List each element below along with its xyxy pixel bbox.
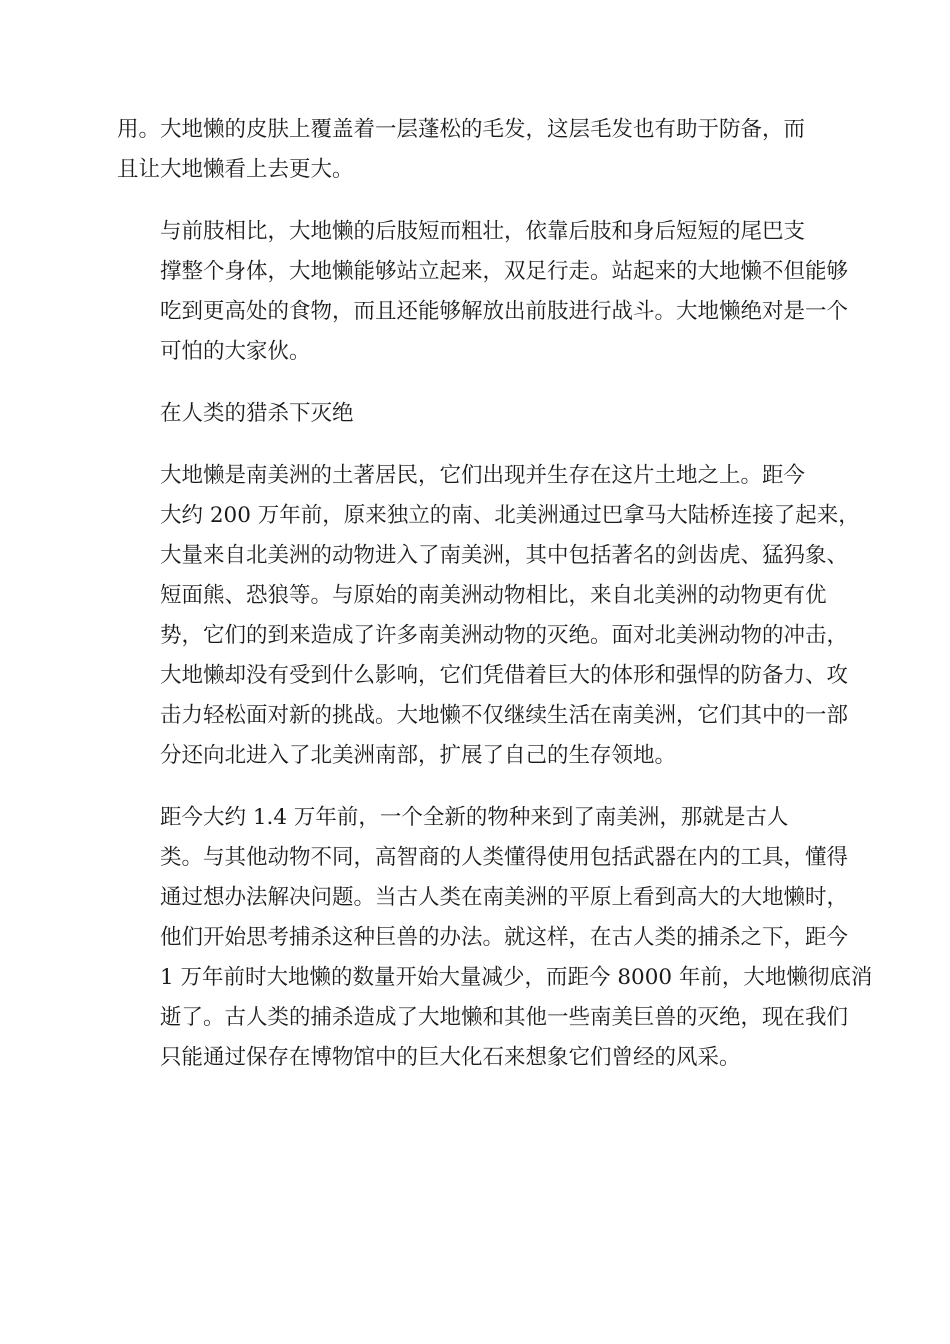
text-line: 势，它们的到来造成了许多南美洲动物的灭绝。面对北美洲动物的冲击，: [160, 623, 849, 648]
text-line: 短面熊、恐狼等。与原始的南美洲动物相比，来自北美洲的动物更有优: [160, 583, 827, 608]
text-line: 只能通过保存在博物馆中的巨大化石来想象它们曾经的风采。: [160, 1045, 741, 1070]
paragraph-1: [117, 110, 833, 190]
text-line: 逝了。古人类的捕杀造成了大地懒和其他一些南美巨兽的灭绝，现在我们: [160, 1005, 849, 1030]
text-line: 大地懒却没有受到什么影响，它们凭借着巨大的体形和强悍的防备力、攻: [160, 663, 849, 688]
text-line: 他们开始思考捕杀这种巨兽的办法。就这样，在古人类的捕杀之下，距今: [160, 925, 849, 950]
text-line: 吃到更高处的食物，而且还能够解放出前肢进行战斗。大地懒绝对是一个: [160, 299, 849, 324]
text-line: 且让大地懒看上去更大。: [117, 157, 354, 182]
paragraph-3: [117, 456, 860, 776]
text-line: 距今大约 1.4 万年前，一个全新的物种来到了南美洲，那就是古人: [160, 805, 789, 830]
document-body: [117, 110, 873, 1100]
text-line: 在人类的猎杀下灭绝: [160, 401, 354, 426]
text-line: 通过想办法解决问题。当古人类在南美洲的平原上看到高大的大地懒时，: [160, 885, 849, 910]
paragraph-2: [117, 212, 849, 372]
text-line: 大地懒是南美洲的土著居民，它们出现并生存在这片土地之上。距今: [160, 463, 806, 488]
text-line: 大量来自北美洲的动物进入了南美洲，其中包括著名的剑齿虎、猛犸象、: [160, 543, 849, 568]
text-line: 用。大地懒的皮肤上覆盖着一层蓬松的毛发，这层毛发也有助于防备，而: [117, 117, 806, 142]
text-line: 1 万年前时大地懒的数量开始大量减少，而距今 8000 年前，大地懒彻底消: [160, 965, 873, 990]
section-heading: [117, 394, 833, 434]
text-line: 击力轻松面对新的挑战。大地懒不仅继续生活在南美洲，它们其中的一部: [160, 703, 849, 728]
text-line: 分还向北进入了北美洲南部，扩展了自己的生存领地。: [160, 743, 677, 768]
text-line: 类。与其他动物不同，高智商的人类懂得使用包括武器在内的工具，懂得: [160, 845, 849, 870]
text-line: 大约 200 万年前，原来独立的南、北美洲通过巴拿马大陆桥连接了起来，: [160, 503, 860, 528]
text-line: 可怕的大家伙。: [160, 339, 311, 364]
paragraph-4: [117, 798, 873, 1078]
text-line: 撑整个身体，大地懒能够站立起来，双足行走。站起来的大地懒不但能够: [160, 259, 849, 284]
text-line: 与前肢相比，大地懒的后肢短而粗壮，依靠后肢和身后短短的尾巴支: [160, 219, 806, 244]
